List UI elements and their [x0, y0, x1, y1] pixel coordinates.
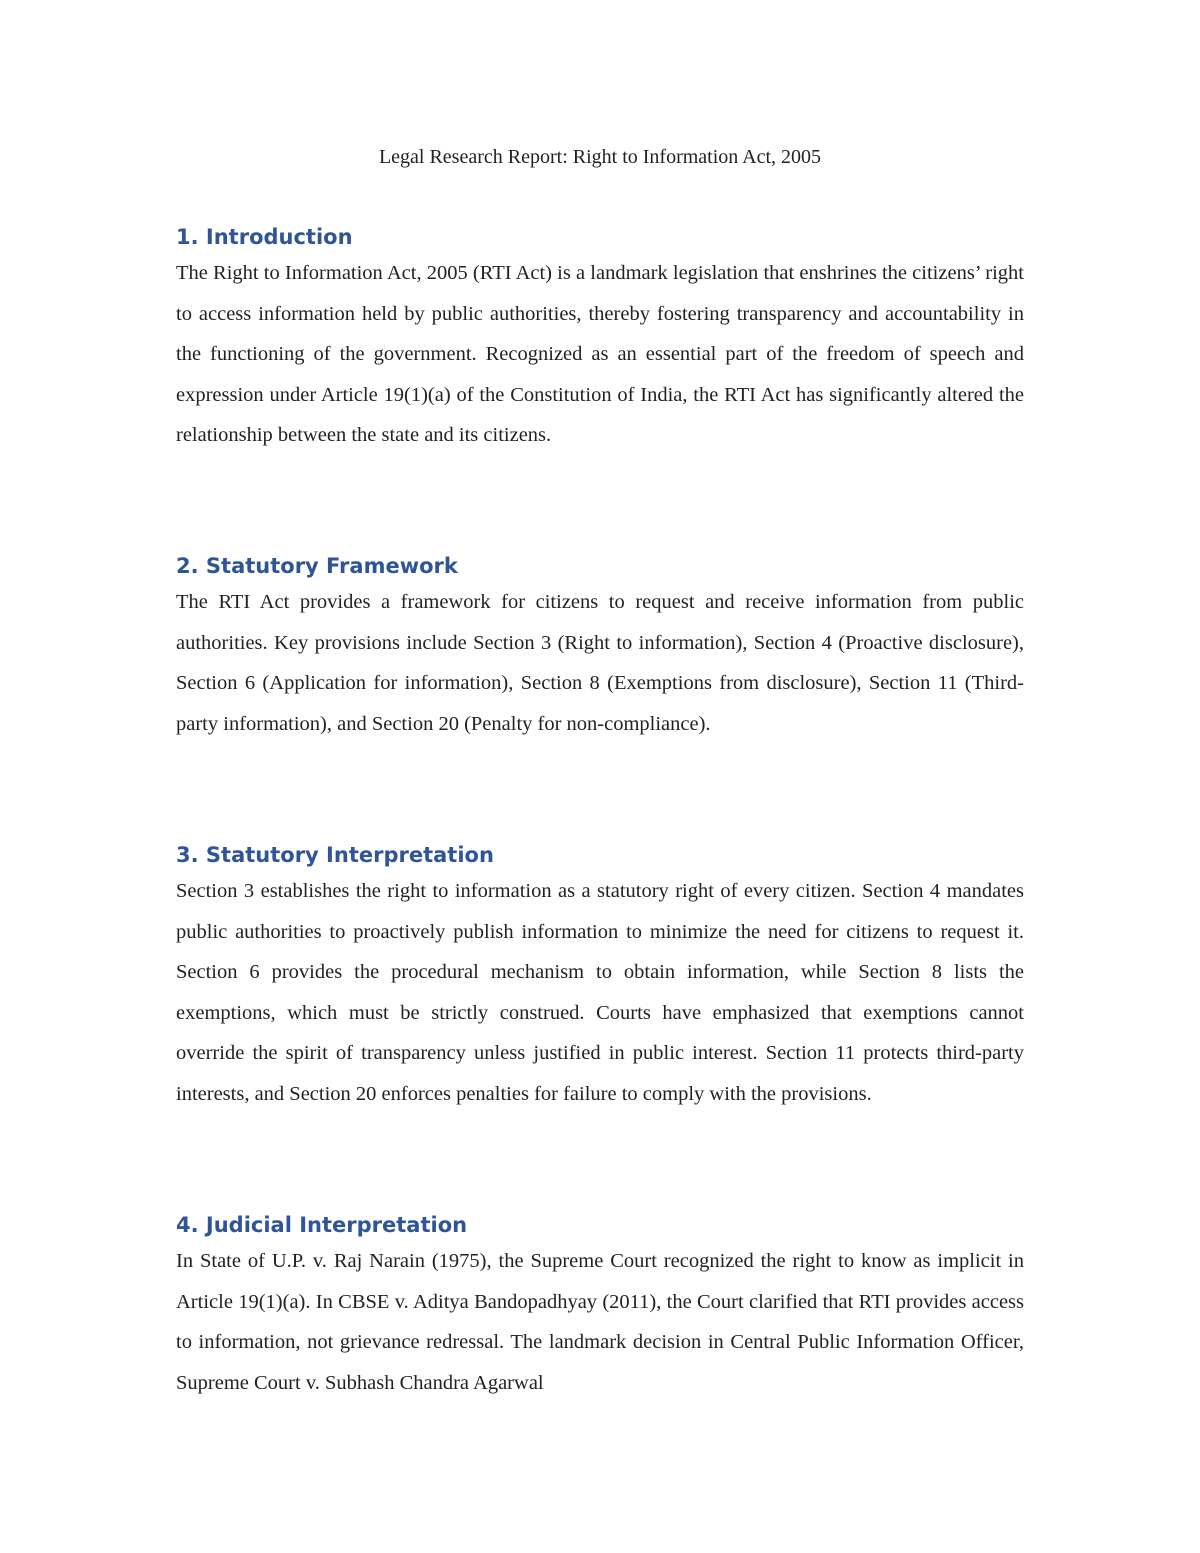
section-body: Section 3 establishes the right to information as a statutory right of every citizen. Section 4 mandates public authorities to proactively publish information to minimize the need for citizens to request it. Section 6 provides the procedural mechanism to obtain information, while Section 8 lists the exemptions, which must be strictly construed. Courts have emphasized that exemptions cannot override the spirit of transparency unless justified in public interest. Section 11 protects third-party interests, and Section 20 enforces penalties for failure to comply with the provisions.: [176, 880, 1024, 1105]
section-heading: [176, 1209, 1024, 1241]
section-heading-text: Statutory Interpretation: [205, 843, 494, 867]
section-number: 1.: [176, 225, 199, 249]
section-number: 3.: [176, 843, 199, 867]
section-number: 2.: [176, 554, 199, 578]
section-body: In State of U.P. v. Raj Narain (1975), the Supreme Court recognized the right to know as implicit in Article 19(1)(a). In CBSE v. Aditya Bandopadhyay (2011), the Court clarified that RTI provides access to information, not grievance redressal. The landmark decision in Central Public Information Officer, Supreme Court v. Subhash Chandra Agarwal: [176, 1250, 1024, 1394]
section-heading: [176, 221, 1024, 253]
section-judicial-interpretation: [176, 1209, 1024, 1403]
section-heading: [176, 550, 1024, 582]
section-statutory-framework: [176, 550, 1024, 744]
section-number: 4.: [176, 1213, 199, 1237]
section-body: The Right to Information Act, 2005 (RTI Act) is a landmark legislation that enshrines the citizens’ right to access information held by public authorities, thereby fostering transparency and accountability in the functioning of the government. Recognized as an essential part of the freedom of speech and expression under Article 19(1)(a) of the Constitution of India, the RTI Act has significantly altered the relationship between the state and its citizens.: [176, 262, 1024, 447]
section-heading-text: Statutory Framework: [205, 554, 458, 578]
section-introduction: [176, 221, 1024, 456]
section-heading-text: Introduction: [205, 225, 353, 249]
section-statutory-interpretation: [176, 839, 1024, 1115]
section-heading-text: Judicial Interpretation: [205, 1213, 468, 1237]
section-heading: [176, 839, 1024, 871]
section-body: The RTI Act provides a framework for citizens to request and receive information from public authorities. Key provisions include Section 3 (Right to information), Section 4 (Proactive disclosure), Section 6 (Application for information), Section 8 (Exemptions from disclosure), Section 11 (Third-party information), and Section 20 (Penalty for non-compliance).: [176, 591, 1024, 735]
document-title: Legal Research Report: Right to Information Act, 2005: [378, 146, 822, 168]
